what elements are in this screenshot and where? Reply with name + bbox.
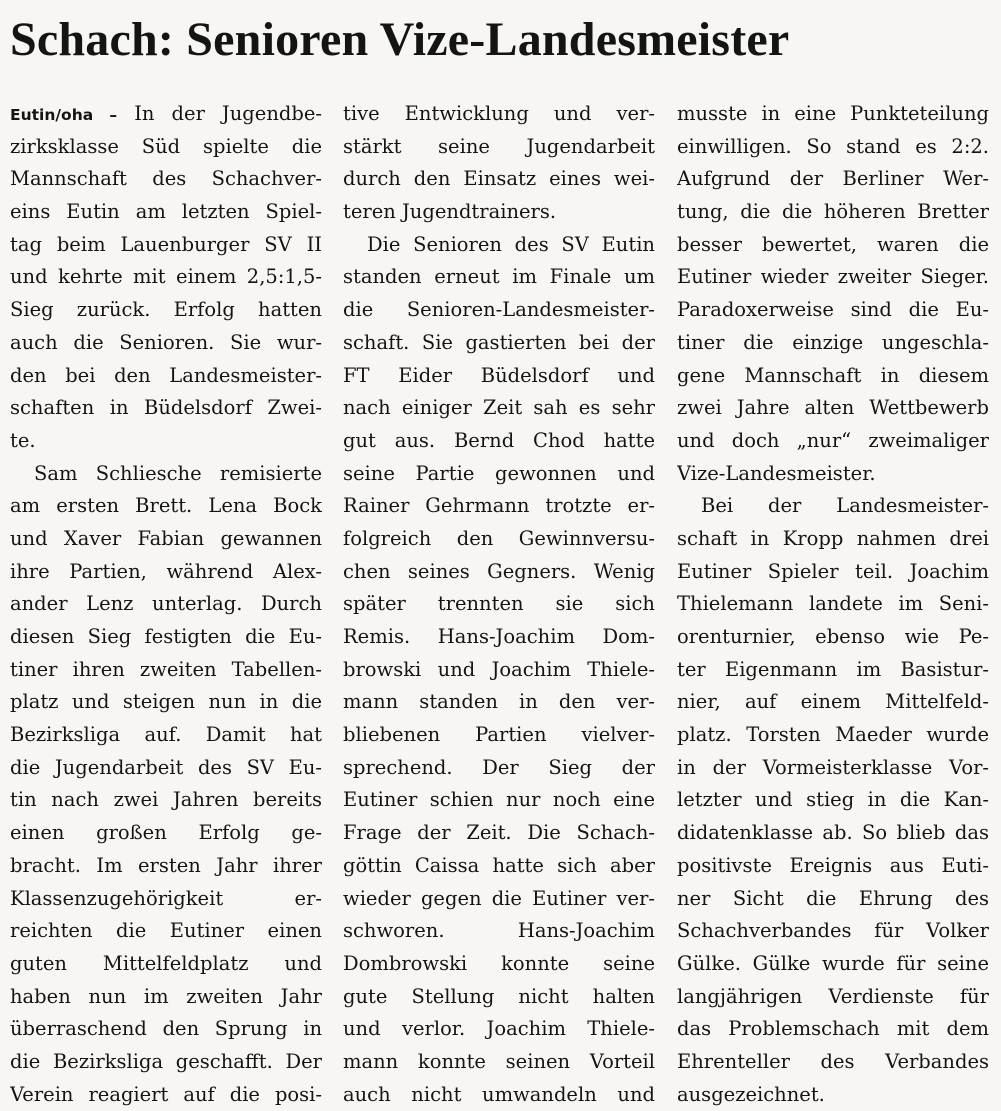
text-line — [343, 981, 655, 1014]
text-line-content: Sieg zurück. Erfolg hatten — [10, 298, 322, 322]
text-line — [677, 948, 989, 981]
text-line-content: am ersten Brett. Lena Bock — [10, 494, 322, 518]
text-line-content: browski und Joachim Thiele- — [343, 657, 655, 681]
text-line — [343, 686, 655, 719]
dateline: Eutin/oha – — [10, 106, 118, 124]
text-line — [343, 621, 655, 654]
text-line — [10, 131, 322, 164]
text-line — [343, 261, 655, 294]
text-line — [10, 556, 322, 589]
text-line — [10, 981, 322, 1014]
text-line — [343, 163, 655, 196]
text-line-content: Klassenzugehörigkeit er- — [10, 886, 322, 910]
text-line-content: tag beim Lauenburger SV II — [10, 232, 322, 256]
text-line-content: nach einiger Zeit sah es sehr — [343, 396, 655, 420]
text-line-content: Ehrenteller des Verbandes — [677, 1049, 989, 1073]
text-line-content: standen erneut im Finale um — [343, 265, 655, 289]
text-line-content: Remis. Hans-Joachim Dom- — [343, 625, 655, 648]
text-line-content: bliebenen Partien vielver- — [343, 723, 655, 747]
text-line-content: sprechend. Der Sieg der — [343, 755, 655, 779]
text-line-content: Verein reagiert auf die posi- — [10, 1082, 322, 1106]
text-line — [10, 588, 322, 621]
text-line — [677, 784, 989, 817]
article-column-1 — [10, 98, 322, 1111]
text-line-content: durch den Einsatz eines wei- — [343, 167, 655, 191]
text-line — [10, 327, 322, 360]
text-line-content: Eutiner schien nur noch eine — [343, 788, 655, 812]
text-line-content: tiner ihren zweiten Tabellen- — [10, 657, 322, 681]
text-line-content: wieder gegen die Eutiner ver- — [343, 886, 655, 910]
text-line-content: zirksklasse Süd spielte die — [10, 134, 322, 158]
text-line — [10, 261, 322, 294]
text-line — [10, 719, 322, 752]
text-line-content: platz. Torsten Maeder wurde — [677, 723, 989, 747]
text-line — [10, 490, 322, 523]
text-line — [677, 686, 989, 719]
text-line — [677, 719, 989, 752]
text-line-content: bracht. Im ersten Jahr ihrer — [10, 853, 322, 877]
text-line — [677, 1013, 989, 1046]
text-line-content: orenturnier, ebenso wie Pe- — [677, 625, 989, 648]
text-line-content: schworen. Hans-Joachim — [343, 919, 655, 943]
text-line — [10, 883, 322, 916]
text-line — [343, 719, 655, 752]
text-line — [343, 556, 655, 589]
text-line-content: die Senioren-Landesmeister- — [343, 298, 655, 322]
text-line-content: Eutiner Spieler teil. Joachim — [677, 559, 989, 583]
text-line-content: tin nach zwei Jahren bereits — [10, 788, 322, 812]
text-line-content: Vize-Landesmeister. — [677, 461, 876, 485]
text-line-content: Paradoxerweise sind die Eu- — [677, 298, 989, 322]
text-line — [677, 196, 989, 229]
text-line-content: chen seines Gegners. Wenig — [343, 559, 655, 583]
text-line — [677, 523, 989, 556]
text-line-content: reichten die Eutiner einen — [10, 919, 322, 943]
text-line — [677, 817, 989, 850]
text-line-content: schaft in Kropp nahmen drei — [677, 526, 989, 550]
text-line — [10, 1013, 322, 1046]
text-line — [343, 883, 655, 916]
text-line-content: überraschend den Sprung in — [10, 1017, 322, 1041]
text-line-content: guten Mittelfeldplatz und — [10, 951, 322, 975]
text-line-content: te. — [10, 428, 36, 452]
text-line-content: folgreich den Gewinnversu- — [343, 526, 655, 550]
text-line-content: schaften in Büdelsdorf Zwei- — [10, 396, 322, 420]
text-line — [677, 294, 989, 327]
text-line — [677, 1046, 989, 1079]
text-line — [10, 621, 322, 654]
text-line-content: nier, auf einem Mittelfeld- — [677, 690, 989, 714]
text-line — [10, 392, 322, 425]
text-line — [343, 229, 655, 262]
text-line — [10, 196, 322, 229]
text-line-content: letzter und stieg in die Kan- — [677, 788, 989, 812]
article-column-2 — [343, 98, 655, 1111]
text-line-content: didatenklasse ab. So blieb das — [677, 821, 989, 845]
text-line-content: Frage der Zeit. Die Schach- — [343, 821, 655, 845]
text-line-content: Rainer Gehrmann trotzte er- — [343, 494, 655, 518]
text-line-content: das Problemschach mit dem — [677, 1017, 989, 1041]
text-line — [343, 1046, 655, 1079]
text-line-content: später trennten sie sich — [343, 592, 655, 616]
text-line-content: langjährigen Verdienste für — [677, 984, 989, 1008]
text-line — [677, 556, 989, 589]
text-line — [343, 490, 655, 523]
text-line — [10, 915, 322, 948]
text-line-content: positivste Ereignis aus Euti- — [677, 853, 989, 877]
text-line — [343, 948, 655, 981]
text-line-content: mann konnte seinen Vorteil — [343, 1049, 655, 1073]
text-line — [343, 784, 655, 817]
text-line — [677, 98, 989, 131]
text-line-content: In der Jugendbe- — [134, 102, 322, 125]
text-line — [343, 294, 655, 327]
text-line-content: auch die Senioren. Sie wur- — [10, 330, 322, 354]
text-line-content: die Jugendarbeit des SV Eu- — [10, 755, 322, 779]
text-line-content: Aufgrund der Berliner Wer- — [677, 167, 989, 191]
text-line-content: Bei der Landesmeister- — [701, 494, 989, 518]
text-line — [677, 654, 989, 687]
text-line — [10, 163, 322, 196]
text-line-content: eins Eutin am letzten Spiel- — [10, 200, 322, 224]
text-line-content: ter Eigenmann im Basistur- — [677, 657, 989, 681]
headline: Schach: Senioren Vize-Landesmeister — [10, 13, 790, 66]
text-line — [677, 131, 989, 164]
text-line-content: platz und steigen nun in die — [10, 690, 322, 714]
text-line — [677, 915, 989, 948]
text-line — [677, 229, 989, 262]
text-line — [677, 490, 989, 523]
text-line-content: Gülke. Gülke wurde für seine — [677, 951, 989, 975]
text-line — [343, 458, 655, 491]
text-line — [10, 425, 322, 458]
text-line — [10, 948, 322, 981]
text-line — [677, 850, 989, 883]
text-line-content: die Bezirksliga geschafft. Der — [10, 1049, 322, 1073]
text-line-content: Bezirksliga auf. Damit hat — [10, 723, 322, 747]
text-line-content: ihre Partien, während Alex- — [10, 559, 322, 583]
text-line — [10, 294, 322, 327]
text-line-content: und Xaver Fabian gewannen — [10, 526, 322, 550]
text-line-content: den bei den Landesmeister- — [10, 363, 322, 387]
text-line-content: haben nun im zweiten Jahr — [10, 984, 322, 1008]
text-line-content: ausgezeichnet. — [677, 1082, 825, 1106]
text-line — [343, 196, 655, 229]
text-line — [10, 98, 322, 131]
text-line — [10, 1079, 322, 1111]
text-line — [10, 654, 322, 687]
text-line — [677, 163, 989, 196]
text-line — [10, 1046, 322, 1079]
text-line-content: FT Eider Büdelsdorf und — [343, 363, 655, 387]
text-line — [343, 1079, 655, 1111]
text-line-content: einen großen Erfolg ge- — [10, 821, 322, 845]
text-line-content: gut aus. Bernd Chod hatte — [343, 428, 655, 452]
text-line — [343, 915, 655, 948]
text-line — [10, 817, 322, 850]
text-line — [677, 621, 989, 654]
text-line-content: auch nicht umwandeln und — [343, 1082, 655, 1106]
text-line-content: Eutiner wieder zweiter Sieger. — [677, 265, 989, 289]
text-line — [343, 425, 655, 458]
text-line — [677, 752, 989, 785]
text-line — [10, 686, 322, 719]
text-line-content: tiner die einzige ungeschla- — [677, 330, 989, 354]
text-line-content: stärkt seine Jugendarbeit — [343, 134, 655, 158]
text-line — [343, 392, 655, 425]
text-line — [677, 458, 989, 491]
text-line — [677, 360, 989, 393]
text-line — [343, 360, 655, 393]
text-line-content: Sam Schliesche remisierte — [34, 461, 322, 485]
text-line-content: gene Mannschaft in diesem — [677, 363, 989, 387]
text-line — [10, 850, 322, 883]
text-line-content: gute Stellung nicht halten — [343, 984, 655, 1008]
text-line — [343, 523, 655, 556]
text-line — [677, 425, 989, 458]
text-line-content: schaft. Sie gastierten bei der — [343, 330, 655, 354]
text-line-content: Dombrowski konnte seine — [343, 951, 655, 975]
text-line — [10, 360, 322, 393]
text-line — [343, 817, 655, 850]
text-line — [677, 883, 989, 916]
text-line-content: seine Partie gewonnen und — [343, 461, 655, 485]
text-line-content: und doch „nur“ zweimaliger — [677, 428, 989, 452]
text-line-content: musste in eine Punkteteilung — [677, 102, 989, 125]
text-line — [10, 784, 322, 817]
text-line — [677, 588, 989, 621]
text-line — [677, 981, 989, 1014]
text-line-content: in der Vormeisterklasse Vor- — [677, 755, 989, 779]
text-line — [10, 752, 322, 785]
text-line-content: ner Sicht die Ehrung des — [677, 886, 989, 910]
text-line — [343, 654, 655, 687]
text-line — [343, 98, 655, 131]
text-line — [343, 588, 655, 621]
text-line-content: göttin Caissa hatte sich aber — [343, 853, 655, 877]
text-line-content: mann standen in den ver- — [343, 690, 655, 714]
text-line-content: Die Senioren des SV Eutin — [367, 232, 655, 256]
text-line-content: einwilligen. So stand es 2:2. — [677, 134, 989, 158]
text-line-content: Mannschaft des Schachver- — [10, 167, 322, 191]
text-line — [677, 261, 989, 294]
text-line-content: Schachverbandes für Volker — [677, 919, 989, 943]
text-line-content: und kehrte mit einem 2,5:1,5- — [10, 265, 322, 289]
text-line — [677, 392, 989, 425]
article-column-3 — [677, 98, 989, 1111]
text-line-content: tung, die die höheren Bretter — [677, 200, 989, 224]
text-line — [343, 850, 655, 883]
text-line — [10, 523, 322, 556]
text-line — [10, 229, 322, 262]
text-line — [343, 327, 655, 360]
text-line-content: und verlor. Joachim Thiele- — [343, 1017, 655, 1041]
text-line-content: ander Lenz unterlag. Durch — [10, 592, 322, 616]
text-line-content: diesen Sieg festigten die Eu- — [10, 625, 322, 648]
text-line-content: zwei Jahre alten Wettbewerb — [677, 396, 989, 420]
text-line — [677, 327, 989, 360]
text-line-content: teren Jugendtrainers. — [343, 200, 557, 224]
text-line — [677, 1079, 989, 1111]
text-line — [343, 1013, 655, 1046]
text-line-content: Thielemann landete im Seni- — [677, 592, 989, 616]
text-line-content: besser bewertet, waren die — [677, 232, 989, 256]
text-line — [10, 458, 322, 491]
text-line — [343, 131, 655, 164]
text-line-content: tive Entwicklung und ver- — [343, 102, 655, 125]
text-line — [343, 752, 655, 785]
